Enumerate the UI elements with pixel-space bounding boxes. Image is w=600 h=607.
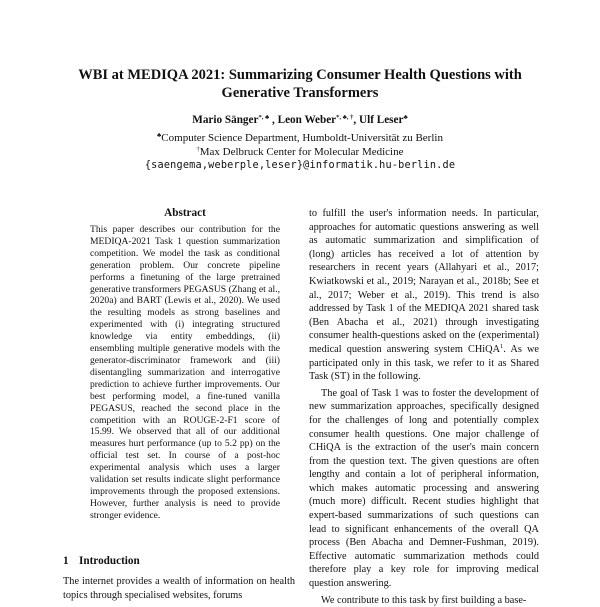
abstract-heading: Abstract: [164, 207, 206, 219]
author-2-marks: *, ♣, †: [336, 114, 354, 121]
paragraph-1-text: to fulfill the user's information needs. In particular, approaches for automatic questions answering as well as automatic summarization and simplification of (long) articles has received a lot of attention by researchers in recent years (Allahyari et al., 2017; Kwiatkowski et al., 2019; Narayan et al., 2018b; See et al., 2017; Weber et al., 2019). This trend is also addressed by Task 1 of the MEDIQA 2021 shared task (Ben Abacha et al., 2021) through investigating consumer health-questions asked on the (experimental) medical question answering system CHiQA: [309, 208, 539, 355]
introduction-text: The internet provides a wealth of information on health topics through specialised websites, forums: [63, 576, 295, 601]
author-list: [40, 114, 560, 126]
author-1-name: Mario Sänger: [192, 114, 259, 126]
paper-title-line-1: WBI at MEDIQA 2021: Summarizing Consumer Health Questions with: [78, 67, 522, 83]
affiliation-2-text: Max Delbruck Center for Molecular Medicine: [199, 146, 404, 158]
abstract-text: This paper describes our contribution for the MEDIQA-2021 Task 1 question summarization competition. We model the task as conditional generation problem. Our concrete pipeline performs a finetuning of the large pretrained generative transformers PEGASUS (Zhang et al., 2020a) and BART (Lewis et al., 2020). We used the resulting models as strong baselines and experimented with (i) integrating structured knowledge via entity embeddings, (ii) ensembling multiple generative models with the generator-discriminator framework and (iii) disentangling summarization and interrogative prediction to achieve further improvements. Our best performing model, a fine-tuned vanilla PEGASUS, reached the second place in the competition with an ROUGE-2-F1 score of 15.99. We observed that all of our additional measures hurt performance (up to 5.2 pp) on the official test set. In course of a post-hoc experimental analysis which uses a larger validation set results indicate slight performance improvements through the proposed extensions. However, further analysis is need to provide stronger evidence.: [90, 224, 280, 521]
author-emails: {saengema,weberple,leser}@informatik.hu-berlin.de: [144, 160, 456, 171]
right-column-text: [309, 207, 539, 607]
paper-title: [60, 66, 540, 102]
paragraph-2: The goal of Task 1 was to foster the development of new summarization approaches, specifically designed for the challenges of long and potentially complex consumer health questions. One major challenge of CHiQA is the extraction of the user's main concern from the question text. The given questions are often lengthy and contain a lot of peripheral information, which makes automatic processing and answering (much more) difficult. Recent studies highlight that expert-based summarizations of such questions can lead to significant enhancements of the overall QA process (Ben Abacha and Demner-Fushman, 2019). Effective automatic summarization methods could therefore play a key role for improving medical question answering.: [309, 387, 539, 590]
author-3-marks: ♣: [403, 114, 408, 121]
affiliation-1-text: Computer Science Department, Humboldt-Universität zu Berlin: [161, 132, 443, 144]
section-heading-introduction: [63, 555, 140, 567]
author-separator-2: ,: [353, 114, 360, 126]
affiliation-1-mark: ♣: [157, 132, 162, 139]
author-3-name: Ulf Leser: [359, 114, 404, 126]
paragraph-3: We contribute to this task by first building a base-: [321, 594, 527, 606]
affiliation-2: [40, 145, 560, 159]
paragraph-1-end: . As we participated only in this task, we refer to it as Shared Task (ST) in the following.: [309, 343, 539, 383]
paper-title-line-2: Generative Transformers: [221, 85, 379, 101]
footnote-marker: 1: [500, 342, 504, 350]
affiliation-2-mark: †: [196, 146, 200, 153]
section-title: Introduction: [79, 555, 140, 567]
affiliation-1: [40, 131, 560, 145]
author-separator: ,: [269, 114, 278, 126]
section-number: 1: [63, 555, 69, 567]
author-2-name: Leon Weber: [277, 114, 337, 126]
paragraph-1: [309, 207, 539, 384]
author-1-marks: *, ♣: [258, 114, 270, 121]
